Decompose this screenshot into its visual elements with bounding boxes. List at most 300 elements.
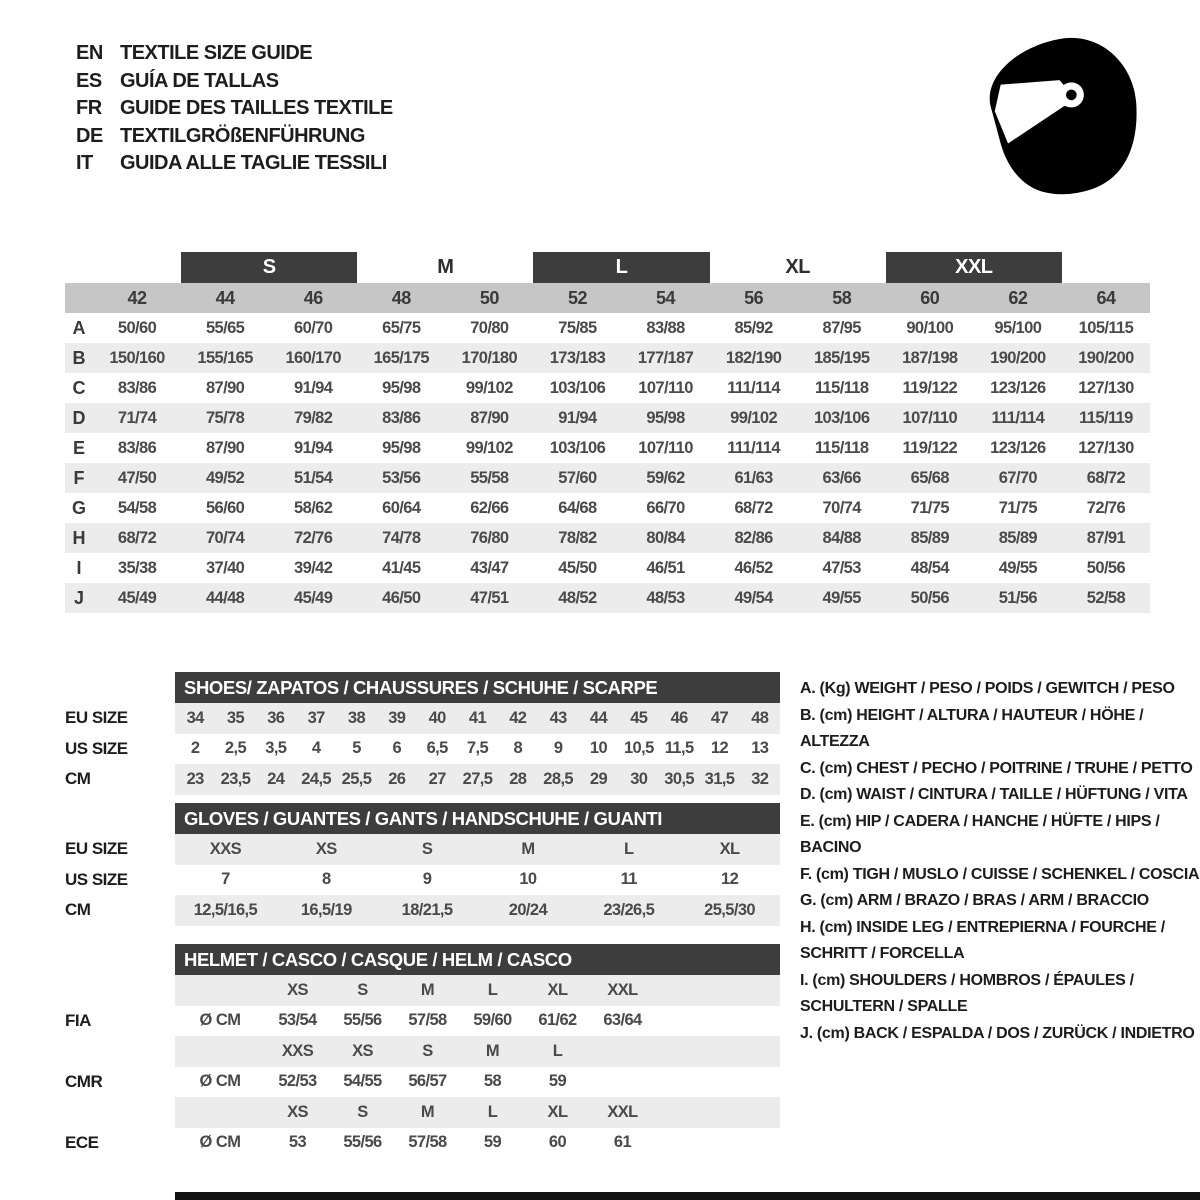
language-code: DE [76, 124, 103, 147]
row-letter: B [72, 347, 86, 368]
helmet-values-row [65, 1067, 780, 1098]
helmet-value: 57/58 [408, 1133, 447, 1152]
row-letter: F [73, 467, 85, 488]
row-cells [175, 764, 780, 795]
size-value: 123/126 [990, 378, 1046, 397]
standard-label: FIA [65, 1010, 91, 1030]
helmet-size-label: XXL [607, 1102, 638, 1121]
size-value: 45/49 [294, 588, 333, 607]
cell-value: L [624, 839, 634, 858]
helmet-values-row [65, 1128, 780, 1159]
sizes-cells [175, 1097, 780, 1128]
row-cells [175, 703, 780, 734]
size-value: 68/72 [734, 498, 773, 517]
row-label: EU SIZE [65, 839, 128, 859]
size-value: 165/175 [373, 348, 430, 367]
column-header: 44 [215, 287, 235, 308]
size-value: 57/60 [558, 468, 597, 487]
gloves-table-body [65, 834, 780, 926]
size-value: 46/51 [646, 558, 685, 577]
helmet-size-label: XL [547, 980, 568, 999]
size-value: 182/190 [725, 348, 782, 367]
size-value: 95/98 [646, 408, 685, 427]
row-letter: D [72, 407, 86, 428]
helmet-title-row [65, 944, 780, 975]
values-cells [175, 1006, 780, 1037]
size-band-xxl: XXL [886, 252, 1062, 283]
cell-value: 8 [513, 739, 523, 758]
cell-value: 23/26,5 [603, 900, 655, 919]
cell-value: 27 [428, 769, 446, 788]
row-letter: E [72, 437, 85, 458]
size-value: 50/56 [1086, 558, 1126, 577]
textile-row-h [65, 523, 1150, 553]
size-value: 84/88 [822, 528, 861, 547]
gloves-title-spacer [65, 803, 175, 834]
measure-row [65, 764, 780, 795]
size-value: 71/74 [117, 408, 157, 427]
standard-label: CMR [65, 1071, 103, 1091]
size-value: 55/58 [470, 468, 509, 487]
size-value: 170/180 [461, 348, 518, 367]
cell-value: 29 [589, 769, 608, 788]
cell-value: 11,5 [664, 739, 694, 758]
size-value: 83/86 [382, 408, 421, 427]
cell-value: 10 [519, 870, 537, 889]
size-value: 49/55 [998, 558, 1038, 577]
cell-value: 41 [468, 708, 487, 727]
size-value: 185/195 [813, 348, 870, 367]
size-value: 87/91 [1086, 528, 1126, 547]
size-value: 49/54 [734, 588, 773, 607]
legend-item: G. (cm) ARM / BRAZO / BRAS / ARM / BRACCIO [800, 892, 1149, 909]
cell-value: S [421, 839, 433, 858]
size-value: 41/45 [382, 558, 421, 577]
size-value: 107/110 [638, 438, 693, 457]
size-value: 64/68 [558, 498, 597, 517]
helmet-sizes-row [65, 1036, 780, 1067]
size-value: 95/98 [382, 378, 421, 397]
size-value: 83/88 [646, 318, 685, 337]
row-letter: J [73, 587, 84, 608]
cell-value: 2,5 [224, 739, 247, 758]
size-value: 103/106 [549, 378, 606, 397]
cell-value: 13 [751, 739, 769, 758]
size-value: 111/114 [727, 378, 780, 397]
helmet-table-body [65, 975, 780, 1158]
cell-value: 30,5 [664, 769, 695, 788]
size-value: 160/170 [285, 348, 341, 367]
textile-row-j [65, 583, 1150, 613]
size-value: 71/75 [998, 498, 1038, 517]
helmet-size-label: L [487, 980, 498, 999]
language-code: EN [76, 42, 103, 65]
helmet-value: 59 [483, 1133, 502, 1152]
size-band-row [65, 252, 1150, 283]
column-header: 48 [391, 287, 411, 308]
size-value: 177/187 [637, 348, 694, 367]
row-cells [175, 865, 780, 896]
diameter-unit: Ø CM [199, 1133, 241, 1152]
size-value: 56/60 [205, 498, 245, 517]
cell-value: 7,5 [466, 739, 489, 758]
helmet-size-label: M [420, 980, 435, 999]
helmet-value: 56/57 [408, 1072, 447, 1091]
row-label: EU SIZE [65, 708, 128, 728]
size-value: 45/50 [558, 558, 597, 577]
legend-item: F. (cm) TIGH / MUSLO / CUISSE / SCHENKEL / COSCIA [800, 865, 1200, 883]
helmet-value: 58 [483, 1072, 502, 1091]
column-header-row [65, 283, 1150, 313]
size-value: 187/198 [902, 348, 958, 367]
row-label: US SIZE [65, 869, 128, 889]
cell-value: 44 [589, 708, 608, 727]
helmet-table [65, 944, 780, 1158]
language-list [76, 40, 393, 178]
size-value: 45/49 [117, 588, 157, 607]
language-row [76, 150, 393, 178]
column-header: 64 [1096, 287, 1116, 308]
row-letter: H [72, 527, 86, 548]
cell-value: 12,5/16,5 [193, 900, 258, 919]
size-value: 48/53 [646, 588, 685, 607]
cell-value: 36 [267, 708, 285, 727]
row-letter: A [72, 317, 86, 338]
helmet-size-label: L [487, 1102, 498, 1121]
cell-value: 23 [186, 769, 204, 788]
size-value: 123/126 [990, 438, 1046, 457]
size-value: 55/65 [205, 318, 245, 337]
cell-value: 4 [311, 739, 321, 758]
size-value: 72/76 [1086, 498, 1126, 517]
language-row [76, 40, 393, 68]
size-value: 80/84 [646, 528, 685, 547]
size-value: 37/40 [205, 558, 245, 577]
legend-item: E. (cm) HIP / CADERA / HANCHE / HÜFTE / HIPS / BACINO [800, 812, 1160, 856]
size-value: 83/86 [117, 438, 157, 457]
size-value: 63/66 [822, 468, 861, 487]
cell-value: 42 [509, 708, 527, 727]
textile-table-body [65, 313, 1150, 613]
size-value: 50/60 [117, 318, 157, 337]
size-value: 76/80 [470, 528, 509, 547]
textile-row-b [65, 343, 1150, 373]
cell-value: 25,5/30 [704, 900, 755, 919]
helmet-size-label: S [422, 1041, 433, 1060]
language-title: GUIDA ALLE TAGLIE TESSILI [120, 152, 387, 175]
shoes-table [65, 672, 780, 795]
helmet-values-row [65, 1006, 780, 1037]
cell-value: 9 [553, 739, 563, 758]
size-value: 47/50 [117, 468, 157, 487]
helmet-value: 57/58 [408, 1011, 447, 1030]
size-value: 39/42 [294, 558, 333, 577]
size-value: 43/47 [470, 558, 509, 577]
size-value: 99/102 [465, 438, 513, 457]
size-value: 35/38 [117, 558, 157, 577]
size-value: 99/102 [730, 408, 778, 427]
size-value: 67/70 [998, 468, 1038, 487]
size-value: 95/98 [382, 438, 421, 457]
size-value: 87/90 [470, 408, 509, 427]
language-title: GUIDE DES TAILLES TEXTILE [120, 97, 393, 120]
diameter-unit: Ø CM [199, 1072, 241, 1091]
column-header: 54 [656, 287, 676, 308]
size-value: 115/119 [1079, 408, 1133, 427]
size-value: 68/72 [1086, 468, 1126, 487]
helmet-value: 59/60 [473, 1011, 512, 1030]
helmet-title-spacer [65, 944, 175, 975]
size-value: 105/115 [1078, 318, 1134, 337]
cell-value: 6 [392, 739, 402, 758]
textile-row-g [65, 493, 1150, 523]
language-code: ES [76, 69, 102, 92]
column-header: 62 [1008, 287, 1028, 308]
helmet-value: 63/64 [603, 1011, 642, 1030]
column-header: 58 [832, 287, 852, 308]
cell-value: 39 [388, 708, 406, 727]
cell-value: 34 [186, 708, 204, 727]
size-value: 91/94 [294, 378, 333, 397]
helmet-value: 53 [288, 1133, 307, 1152]
helmet-value: 52/53 [278, 1072, 317, 1091]
sizes-cells [175, 975, 780, 1006]
textile-size-table [65, 252, 1150, 613]
size-value: 68/72 [117, 528, 157, 547]
size-value: 107/110 [638, 378, 693, 397]
values-cells [175, 1128, 780, 1159]
cell-value: 24,5 [301, 769, 332, 788]
size-value: 91/94 [294, 438, 333, 457]
cell-value: 20/24 [508, 900, 548, 919]
row-label: CM [65, 769, 91, 789]
size-value: 48/52 [558, 588, 597, 607]
size-band-s: S [181, 252, 357, 283]
cell-value: 26 [388, 769, 406, 788]
helmet-sizes-row [65, 975, 780, 1006]
size-value: 75/78 [205, 408, 245, 427]
textile-row-d [65, 403, 1150, 433]
helmet-value: 55/56 [343, 1133, 382, 1152]
cell-value: XL [719, 839, 740, 858]
shoes-title-spacer [65, 672, 175, 703]
cell-value: 40 [428, 708, 446, 727]
cell-value: 27,5 [462, 769, 493, 788]
legend-item: D. (cm) WAIST / CINTURA / TAILLE / HÜFTUNG / VITA [800, 786, 1188, 803]
size-value: 58/62 [294, 498, 333, 517]
gloves-table-title: GLOVES / GUANTES / GANTS / HANDSCHUHE / GUANTI [175, 803, 780, 834]
helmet-size-label: S [357, 1102, 368, 1121]
column-header: 46 [303, 287, 323, 308]
language-title: GUÍA DE TALLAS [120, 69, 279, 92]
row-cells [175, 834, 780, 865]
helmet-value: 55/56 [343, 1011, 382, 1030]
size-value: 47/53 [822, 558, 861, 577]
helmet-value: 53/54 [278, 1011, 317, 1030]
size-value: 62/66 [470, 498, 509, 517]
helmet-size-label: M [420, 1102, 435, 1121]
helmet-sizes-row [65, 1097, 780, 1128]
standard-label: ECE [65, 1132, 99, 1152]
measure-row [65, 734, 780, 765]
language-code: IT [76, 152, 93, 175]
cell-value: 37 [307, 708, 325, 727]
size-value: 103/106 [813, 408, 870, 427]
language-title: TEXTILE SIZE GUIDE [120, 42, 313, 65]
size-band-l: L [533, 252, 709, 283]
cell-value: 5 [352, 739, 361, 758]
size-value: 155/165 [197, 348, 253, 367]
cell-value: 43 [549, 708, 567, 727]
size-value: 75/85 [558, 318, 597, 337]
sizes-cells [175, 1036, 780, 1067]
size-value: 47/51 [470, 588, 509, 607]
values-cells [175, 1067, 780, 1098]
size-value: 70/74 [205, 528, 245, 547]
cell-value: 11 [620, 870, 637, 889]
size-band-xl: XL [785, 256, 810, 278]
cell-value: 8 [321, 870, 331, 889]
language-row [76, 123, 393, 151]
helmet-value: 61/62 [538, 1011, 577, 1030]
cell-value: 10,5 [623, 739, 654, 758]
column-header: 60 [920, 287, 940, 308]
size-value: 61/63 [734, 468, 773, 487]
shoes-title-row [65, 672, 780, 703]
size-value: 46/52 [734, 558, 773, 577]
row-cells [175, 895, 780, 926]
size-value: 65/68 [910, 468, 949, 487]
helmet-size-label: XXL [607, 980, 638, 999]
size-value: 59/62 [646, 468, 685, 487]
size-value: 190/200 [1078, 348, 1134, 367]
size-value: 111/114 [991, 408, 1045, 427]
size-value: 66/70 [646, 498, 685, 517]
textile-row-a [65, 313, 1150, 343]
language-row [76, 95, 393, 123]
cell-value: 38 [347, 708, 366, 727]
size-value: 78/82 [558, 528, 597, 547]
row-label: CM [65, 900, 91, 920]
size-value: 44/48 [205, 588, 245, 607]
size-value: 90/100 [906, 318, 954, 337]
cell-value: 28 [509, 769, 527, 788]
column-header: 50 [479, 287, 499, 308]
racing-helmet-icon [983, 28, 1145, 206]
cell-value: 18/21,5 [401, 900, 453, 919]
measure-row [65, 703, 780, 734]
size-value: 53/56 [382, 468, 421, 487]
size-value: 127/130 [1078, 378, 1134, 397]
cell-value: 32 [751, 769, 769, 788]
size-value: 111/114 [727, 438, 780, 457]
size-value: 87/90 [205, 378, 245, 397]
measure-row [65, 834, 780, 865]
size-value: 70/74 [822, 498, 861, 517]
legend-item: I. (cm) SHOULDERS / HOMBROS / ÉPAULES / SCHULTERN / SPALLE [800, 971, 1134, 1015]
size-value: 82/86 [734, 528, 773, 547]
helmet-size-label: M [485, 1041, 500, 1060]
cell-value: 10 [589, 739, 608, 758]
helmet-value: 60 [548, 1133, 567, 1152]
language-row [76, 68, 393, 96]
measure-row [65, 865, 780, 896]
size-value: 74/78 [382, 528, 421, 547]
language-title: TEXTILGRÖßENFÜHRUNG [120, 124, 365, 147]
size-value: 72/76 [294, 528, 333, 547]
legend-item: B. (cm) HEIGHT / ALTURA / HAUTEUR / HÖHE / ALTEZZA [800, 706, 1144, 750]
legend-item: J. (cm) BACK / ESPALDA / DOS / ZURÜCK / INDIETRO [800, 1024, 1195, 1042]
textile-row-f [65, 463, 1150, 493]
size-value: 48/54 [910, 558, 949, 577]
cell-value: 23,5 [220, 769, 251, 788]
cell-value: XS [315, 839, 337, 858]
helmet-size-label: L [552, 1041, 563, 1060]
size-band-m: M [437, 256, 454, 278]
size-value: 107/110 [902, 408, 958, 427]
size-value: 52/58 [1086, 588, 1126, 607]
helmet-table-title: HELMET / CASCO / CASQUE / HELM / CASCO [175, 944, 780, 975]
helmet-value: 61 [613, 1133, 632, 1152]
row-letter: C [72, 377, 86, 398]
size-value: 50/56 [910, 588, 949, 607]
size-value: 51/56 [998, 588, 1038, 607]
row-label [65, 1036, 175, 1067]
gloves-title-row [65, 803, 780, 834]
cell-value: 7 [221, 870, 230, 889]
size-value: 79/82 [294, 408, 333, 427]
size-value: 85/92 [734, 318, 773, 337]
cell-value: 16,5/19 [300, 900, 352, 919]
cell-value: 28,5 [543, 769, 574, 788]
cell-value: 46 [670, 708, 688, 727]
measure-row [65, 895, 780, 926]
cell-value: 48 [751, 708, 769, 727]
size-value: 65/75 [382, 318, 421, 337]
size-value: 60/70 [294, 318, 333, 337]
cell-value: 12 [710, 739, 729, 758]
cell-value: 25,5 [341, 769, 372, 788]
size-value: 119/122 [902, 438, 958, 457]
cell-value: 35 [226, 708, 245, 727]
size-value: 91/94 [558, 408, 597, 427]
legend-item: H. (cm) INSIDE LEG / ENTREPIERNA / FOURCHE / SCHRITT / FORCELLA [800, 918, 1165, 962]
size-value: 115/118 [814, 438, 869, 457]
size-value: 87/95 [822, 318, 861, 337]
cell-value: 9 [422, 870, 432, 889]
row-label [65, 975, 175, 1006]
size-value: 49/52 [205, 468, 245, 487]
diameter-unit: Ø CM [199, 1011, 241, 1030]
size-value: 46/50 [382, 588, 421, 607]
size-value: 115/118 [814, 378, 869, 397]
language-code: FR [76, 97, 102, 120]
size-value: 83/86 [117, 378, 157, 397]
size-value: 190/200 [990, 348, 1046, 367]
size-value: 85/89 [910, 528, 949, 547]
size-value: 85/89 [998, 528, 1038, 547]
shoes-table-title: SHOES/ ZAPATOS / CHAUSSURES / SCHUHE / SCARPE [175, 672, 780, 703]
textile-row-e [65, 433, 1150, 463]
bottom-bar [175, 1192, 1200, 1200]
helmet-size-label: XXS [281, 1041, 314, 1060]
helmet-size-label: S [357, 980, 368, 999]
cell-value: 12 [721, 870, 739, 889]
size-value: 51/54 [294, 468, 333, 487]
size-value: 70/80 [470, 318, 509, 337]
row-label: US SIZE [65, 738, 128, 758]
size-value: 173/183 [549, 348, 606, 367]
